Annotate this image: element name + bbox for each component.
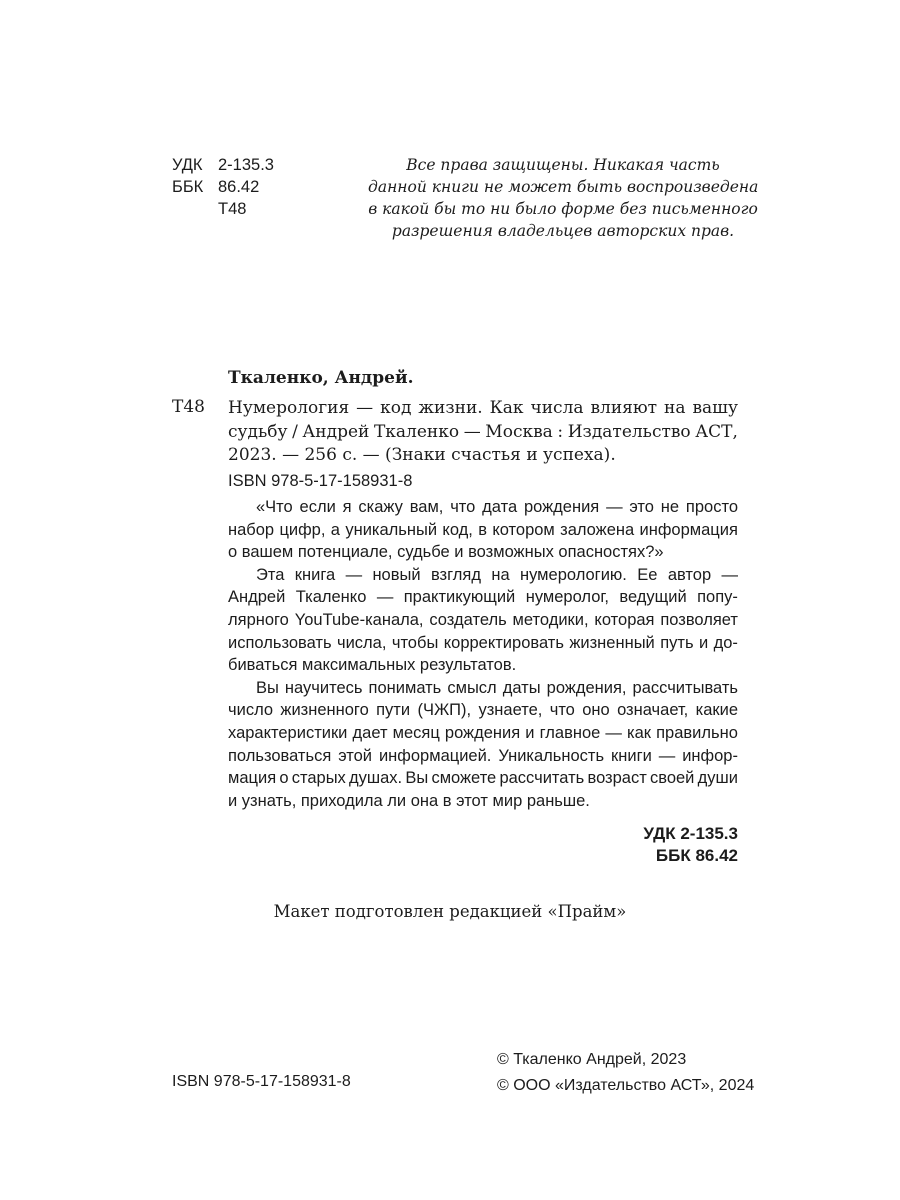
word: котором	[492, 520, 555, 539]
word: правильно	[656, 723, 738, 742]
word: сможете	[431, 769, 497, 788]
word: книга	[294, 565, 336, 584]
copyright-block	[497, 1047, 754, 1099]
annotation-line	[228, 722, 738, 745]
word: —	[721, 565, 738, 584]
bbk-label: ББК	[172, 178, 204, 196]
word: жизненный	[569, 633, 655, 652]
word: YouTube-канала,	[294, 610, 424, 629]
bbk-value: 86.42	[218, 178, 260, 196]
word: как	[627, 723, 652, 742]
word: своей	[649, 769, 695, 788]
word: и	[698, 633, 709, 652]
word: —	[356, 398, 374, 418]
udk-value: 2-135.3	[218, 156, 274, 174]
word: —	[376, 588, 394, 607]
word: рождения	[444, 723, 521, 742]
word: пути	[376, 701, 411, 720]
word: Андрей	[302, 421, 370, 442]
copyright-publisher: © ООО «Издательство АСТ», 2024	[497, 1077, 755, 1094]
bbk-row	[172, 176, 274, 198]
word: практикующий	[403, 588, 516, 607]
word: душах.	[349, 769, 403, 788]
word: Ткаленко	[373, 421, 460, 442]
word: научитесь	[284, 678, 363, 697]
word: —	[658, 746, 676, 765]
word: и	[525, 723, 535, 742]
isbn-footer: ISBN 978-5-17-158931-8	[172, 1073, 351, 1090]
udk-label: УДК	[172, 156, 203, 174]
word: Издательство	[567, 421, 691, 442]
word: месяц	[392, 723, 440, 742]
udk-code: УДК 2-135.3	[643, 824, 738, 843]
word: позволяет	[660, 610, 738, 629]
word: число	[228, 701, 274, 720]
word: Ее	[637, 565, 658, 584]
prepared-by: Макет подготовлен редакцией «Прайм»	[273, 902, 627, 921]
annotation-line: и узнать, приходила ли она в этот мир раньше.	[228, 791, 590, 810]
rights-notice	[368, 154, 758, 242]
word: Ткаленко	[295, 588, 367, 607]
word: —	[606, 498, 623, 516]
word: попу-	[697, 588, 738, 607]
udk-row	[172, 154, 274, 176]
word: о	[279, 769, 289, 788]
word: код,	[442, 520, 473, 539]
word: узнаете,	[478, 701, 543, 720]
word: мация	[228, 769, 277, 788]
word: старых	[291, 769, 346, 788]
isbn-main: ISBN 978-5-17-158931-8	[228, 472, 413, 490]
classification-block	[172, 154, 274, 220]
word: методики,	[512, 610, 589, 629]
author-mark: Т48	[218, 200, 247, 218]
annotation-line	[228, 496, 738, 519]
word: судьбу	[228, 421, 288, 442]
annotation-line	[228, 519, 738, 542]
word: что	[450, 498, 476, 516]
word: нумерологию.	[520, 565, 627, 584]
author-mark-row	[172, 198, 274, 220]
annotation-line	[228, 632, 738, 655]
word: ведущий	[619, 588, 687, 607]
word: не	[660, 498, 680, 516]
word: влияют	[590, 398, 658, 418]
word: это	[629, 498, 654, 516]
word: создатель	[429, 610, 507, 629]
word: этой	[338, 746, 373, 765]
word: души	[697, 769, 738, 788]
word: что	[549, 701, 575, 720]
description-line	[228, 397, 738, 421]
word: какие	[695, 701, 738, 720]
rights-line: данной книги не может быть воспроизведена	[368, 178, 759, 196]
word: до-	[713, 633, 738, 652]
annotation-line: биваться максимальных результатов.	[228, 656, 517, 675]
word: дата	[482, 498, 518, 516]
description-line: 2023. — 256 с. — (Знаки счастья и успеха).	[228, 445, 616, 465]
word: —	[345, 565, 363, 584]
copyright-author: © Ткаленко Андрей, 2023	[497, 1051, 687, 1068]
word: числа,	[336, 633, 387, 652]
word: книги	[611, 746, 652, 765]
word: путь	[660, 633, 694, 652]
word: набор	[228, 520, 275, 539]
word: корректировать	[443, 633, 564, 652]
word: вам,	[409, 498, 444, 516]
rights-line: Все права защищены. Никакая часть	[406, 156, 720, 174]
word: Андрей	[228, 588, 286, 607]
word: просто	[685, 498, 738, 516]
annotation-line	[228, 677, 738, 700]
word: которая	[594, 610, 655, 629]
word: чтобы	[391, 633, 439, 652]
bibliographic-author-mark: Т48	[172, 397, 205, 417]
word: новый	[372, 565, 421, 584]
word: рождения	[523, 498, 600, 516]
annotation-line	[228, 745, 738, 768]
word: —	[463, 421, 481, 442]
word: жизни.	[418, 398, 483, 418]
word: возраст	[587, 769, 647, 788]
word: если	[299, 498, 336, 516]
annotation-line	[228, 699, 738, 722]
word: информация	[639, 520, 738, 539]
rights-line: в какой бы то ни было форме без письменного	[368, 200, 758, 218]
word: даты	[502, 678, 541, 697]
word: заложена	[560, 520, 635, 539]
word: нумеролог,	[525, 588, 609, 607]
word: уникальный	[345, 520, 438, 539]
word: смысл	[447, 678, 497, 697]
word: означает,	[617, 701, 689, 720]
classification-codes	[643, 823, 738, 867]
word: а	[330, 520, 340, 539]
word: Нумерология	[228, 398, 350, 418]
word: скажу	[358, 498, 403, 516]
word: Вы	[256, 678, 279, 697]
word: автор	[667, 565, 712, 584]
rights-line: разрешения владельцев авторских прав.	[391, 222, 735, 240]
annotation-line	[228, 564, 738, 587]
word: Эта	[256, 565, 285, 584]
word: дает	[352, 723, 388, 742]
word: характеристики	[228, 723, 348, 742]
word: пользоваться	[228, 746, 332, 765]
word: на	[664, 398, 686, 418]
word: Вы	[405, 769, 429, 788]
word: взгляд	[430, 565, 481, 584]
description-line	[228, 421, 738, 445]
word: информацией.	[378, 746, 492, 765]
author-heading: Ткаленко, Андрей.	[228, 368, 414, 388]
word: код	[380, 398, 412, 418]
word: главное	[539, 723, 601, 742]
word: —	[605, 723, 622, 742]
word: Уникальность	[498, 746, 605, 765]
annotation-line	[228, 609, 738, 632]
word: АСТ,	[695, 421, 738, 442]
word: :	[557, 421, 564, 442]
bbk-code: ББК 86.42	[655, 846, 738, 865]
word: рассчитывать	[632, 678, 738, 697]
word: рассчитать	[499, 769, 585, 788]
word: использовать	[228, 633, 332, 652]
word: в	[478, 520, 487, 539]
word: /	[292, 421, 298, 442]
word: лярного	[228, 610, 289, 629]
word: числа	[530, 398, 584, 418]
bibliographic-description	[228, 397, 738, 468]
annotation-line	[228, 586, 738, 609]
annotation-line	[228, 767, 738, 790]
word: вашу	[692, 398, 738, 418]
word: инфор-	[682, 746, 738, 765]
word: рождения,	[546, 678, 627, 697]
word: понимать	[368, 678, 442, 697]
annotation	[228, 496, 738, 812]
annotation-line: о вашем потенциале, судьбе и возможных опасностях?»	[228, 543, 664, 562]
word: Как	[489, 398, 524, 418]
word: цифр,	[279, 520, 326, 539]
word: оно	[582, 701, 610, 720]
word: Москва	[485, 421, 553, 442]
word: я	[342, 498, 352, 516]
word: (ЧЖП),	[417, 701, 472, 720]
word: «Что	[256, 498, 293, 516]
word: жизненного	[280, 701, 369, 720]
word: на	[491, 565, 510, 584]
